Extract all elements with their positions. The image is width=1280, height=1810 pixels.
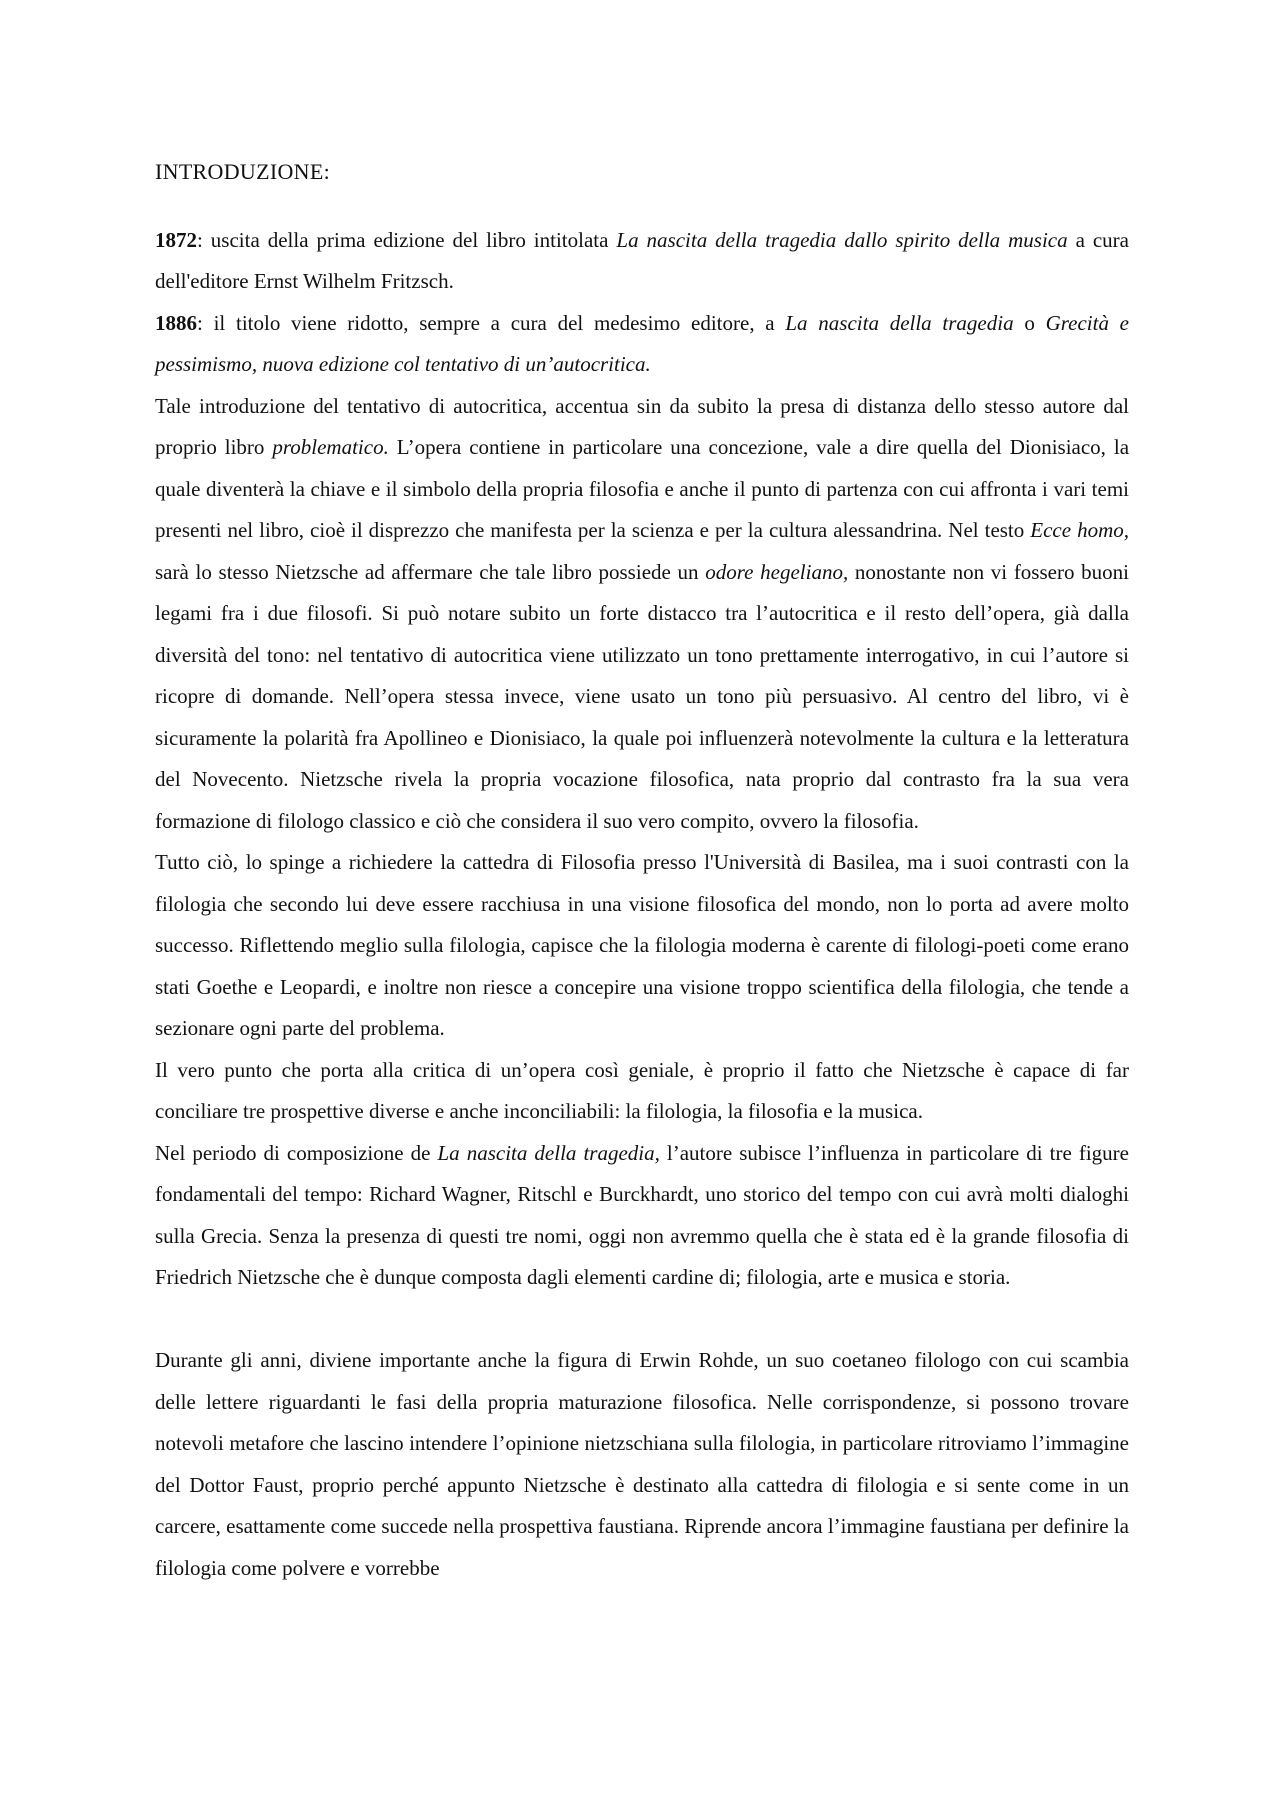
paragraph-text: nonostante non vi fossero buoni legami fra i due filosofi. Si può notare subito un forte distacco tra l’autocritica e il resto dell’opera, già dalla diversità del tono: nel tentativo di autocritica viene utilizzato un tono prettamente interrogativo, in cui l’autore si ricopre di domande. Nell’opera stessa invece, viene usato un tono più persuasivo. Al centro del libro, vi è sicuramente la polarità fra Apollineo e Dionisiaco, la quale poi influenzerà notevolmente la cultura e la letteratura del Novecento. Nietzsche rivela la propria vocazione filosofica, nata proprio dal contrasto fra la sua vera formazione di filologo classico e ciò che considera il suo vero compito, ovvero la filosofia.	[155, 559, 1130, 833]
paragraph-spacer	[155, 1299, 1129, 1341]
paragraph-basilea: Tutto ciò, lo spinge a richiedere la cattedra di Filosofia presso l'Università di Basilea, ma i suoi contrasti con la filologia che secondo lui deve essere racchiusa in una visione filosofica del mondo, non lo porta ad avere molto successo. Riflettendo meglio sulla filologia, capisce che la filologia moderna è carente di filologi-poeti come erano stati Goethe e Leopardi, e inoltre non riesce a concepire una visione troppo scientifica della filologia, che tende a sezionare ogni parte del problema.	[155, 850, 1129, 1040]
year-1872: 1872	[155, 227, 197, 252]
emphasis-text: odore hegeliano,	[705, 559, 849, 584]
book-title: Ecce homo,	[1030, 518, 1129, 542]
paragraph-text: sarà lo stesso Nietzsche ad affermare che tale libro possiede un	[155, 559, 706, 584]
paragraph-text: l’autore subisce l’influenza in particolare di tre figure fondamentali del tempo: Richard Wagner, Ritschl e Burckhardt, uno storico del tempo con cui avrà molti dialoghi sulla Grecia. Senza la presenza di questi tre nomi, oggi non avremmo quella che è stata ed è la grande filosofia di Friedrich Nietzsche che è dunque composta dagli elementi cardine di; filologia, arte e musica e storia.	[155, 1140, 1129, 1289]
paragraph-text: L’opera contiene in particolare una concezione, vale a dire quella del Dionisiaco, la quale diventerà la chiave e il simbolo della propria filosofia e anche il punto di partenza con cui affronta i vari temi presenti nel libro, cioè il disprezzo che manifesta per la scienza e per la cultura alessandrina. Nel testo	[155, 435, 1130, 542]
paragraph-text: Nel periodo di composizione de	[155, 1140, 438, 1165]
section-heading: INTRODUZIONE:	[155, 159, 330, 184]
paragraph-autocritica	[155, 386, 1129, 843]
paragraph-critica: Il vero punto che porta alla critica di un’opera così geniale, è proprio il fatto che Nietzsche è capace di far conciliare tre prospettive diverse e anche inconciliabili: la filologia, la filosofia e la musica.	[155, 1057, 1129, 1123]
year-1886: 1886	[155, 310, 197, 335]
book-subtitle: Grecità e pessimismo, nuova edizione col tentativo di un’autocritica.	[155, 310, 1130, 376]
paragraph-text: : il titolo viene ridotto, sempre a cura del medesimo editore, a	[197, 310, 786, 335]
paragraph-text: a cura dell'editore Ernst Wilhelm Fritzsch.	[155, 227, 1129, 293]
paragraph-1872	[155, 220, 1129, 303]
paragraph-text: : uscita della prima edizione del libro intitolata	[197, 227, 617, 252]
book-title: La nascita della tragedia dallo spirito della musica	[616, 227, 1068, 252]
paragraph-text: Tale introduzione del tentativo di autocritica, accentua sin da subito la presa di distanza dello stesso autore dal proprio libro	[155, 393, 1129, 459]
book-title: La nascita della tragedia	[785, 310, 1014, 335]
document-body	[155, 151, 1129, 1589]
paragraph-1886	[155, 303, 1129, 386]
paragraph-text: o	[1013, 310, 1046, 335]
emphasis-text: problematico.	[272, 435, 389, 459]
book-title: La nascita della tragedia,	[437, 1140, 660, 1165]
paragraph-influenze	[155, 1133, 1129, 1299]
paragraph-rohde: Durante gli anni, diviene importante anche la figura di Erwin Rohde, un suo coetaneo filologo con cui scambia delle lettere riguardanti le fasi della propria maturazione filosofica. Nelle corrispondenze, si possono trovare notevoli metafore che lascino intendere l’opinione nietzschiana sulla filologia, in particolare ritroviamo l’immagine del Dottor Faust, proprio perché appunto Nietzsche è destinato alla cattedra di filologia e si sente come in un carcere, esattamente come succede nella prospettiva faustiana. Riprende ancora l’immagine faustiana per definire la filologia come polvere e vorrebbe	[155, 1348, 1129, 1580]
